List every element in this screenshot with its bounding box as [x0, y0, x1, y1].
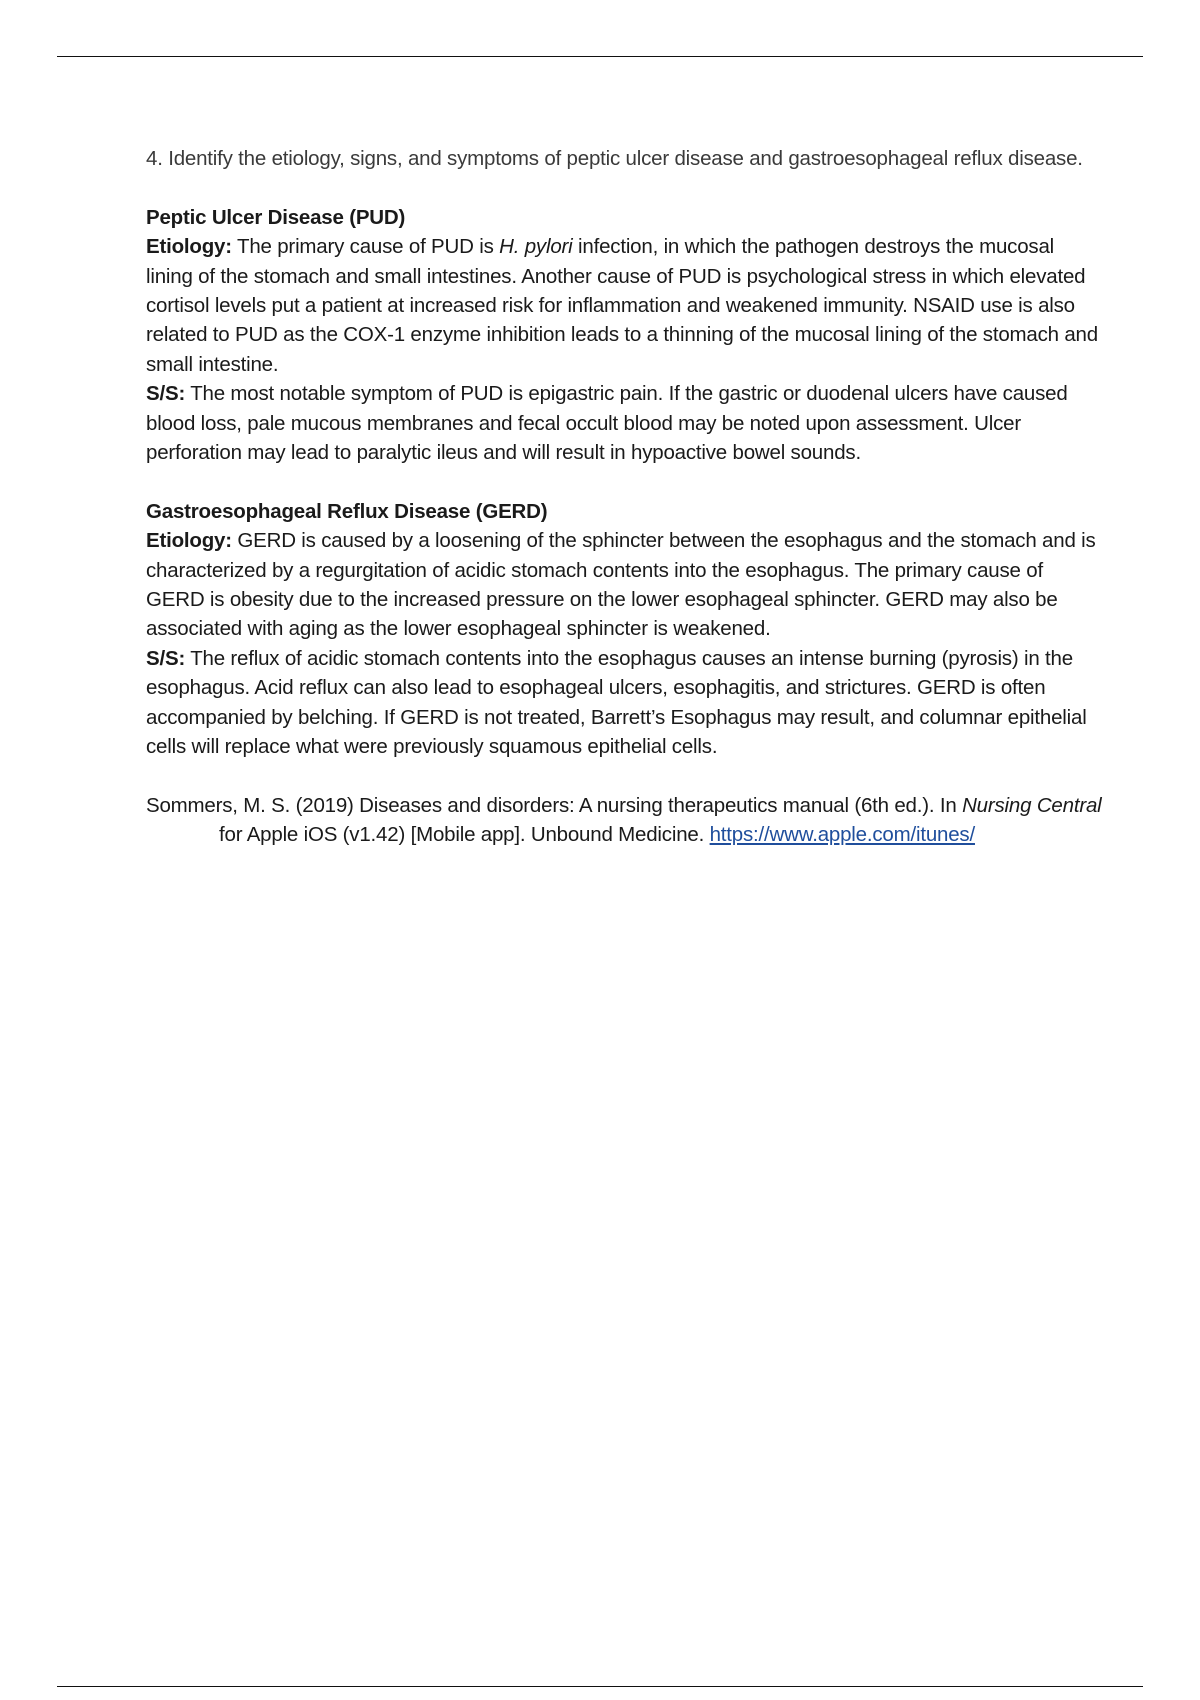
pud-etiology-paragraph	[146, 232, 1106, 379]
header-rule	[57, 56, 1143, 57]
pud-etiology-text-1: The primary cause of PUD is	[231, 235, 500, 259]
pud-etiology-text-2: infection, in which the pathogen destroys the mucosal lining of the stomach and small intestines. Another cause of PUD is psychological stress in which elevated cortisol levels put a patient at increased risk for inflammation and weakened immunity. NSAID use is also related to PUD as the COX-1 enzyme inhibition leads to a thinning of the mucosal lining of the stomach and small intestine.	[146, 235, 1098, 376]
spacer	[146, 173, 1106, 202]
footer-rule	[57, 1686, 1143, 1687]
reference-italic: Nursing Central	[962, 793, 1102, 817]
reference-link[interactable]: https://www.apple.com/itunes/	[709, 823, 975, 847]
spacer	[146, 762, 1106, 791]
pud-heading: Peptic Ulcer Disease (PUD)	[146, 205, 406, 229]
pud-ss-label: S/S:	[146, 382, 186, 406]
gerd-etiology-text: GERD is caused by a loosening of the sphincter between the esophagus and the stomach and is characterized by a regurgitation of acidic stomach contents into the esophagus. The primary cause of GERD is obesity due to the increased pressure on the lower esophageal sphincter. GERD may also be associated with aging as the lower esophageal sphincter is weakened.	[146, 529, 1096, 641]
pud-ss-paragraph	[146, 379, 1106, 467]
gerd-ss-label: S/S:	[146, 646, 186, 670]
pud-etiology-italic: H. pylori	[499, 235, 573, 259]
reference-text-2: for Apple iOS (v1.42) [Mobile app]. Unbound Medicine.	[219, 823, 710, 847]
reference-citation	[146, 791, 1106, 850]
document-body	[146, 144, 1106, 850]
spacer	[146, 467, 1106, 496]
gerd-ss-paragraph	[146, 644, 1106, 762]
pud-ss-text: The most notable symptom of PUD is epigastric pain. If the gastric or duodenal ulcers have caused blood loss, pale mucous membranes and fecal occult blood may be noted upon assessment. Ulcer perforation may lead to paralytic ileus and will result in hypoactive bowel sounds.	[146, 382, 1068, 465]
gerd-heading: Gastroesophageal Reflux Disease (GERD)	[146, 499, 548, 523]
pud-etiology-label: Etiology:	[146, 235, 232, 259]
gerd-etiology-label: Etiology:	[146, 529, 232, 553]
reference-text-1: Sommers, M. S. (2019) Diseases and disorders: A nursing therapeutics manual (6th ed.). In	[146, 793, 963, 817]
gerd-ss-text: The reflux of acidic stomach contents into the esophagus causes an intense burning (pyrosis) in the esophagus. Acid reflux can also lead to esophageal ulcers, esophagitis, and strictures. GERD is often accompanied by belching. If GERD is not treated, Barrett’s Esophagus may result, and columnar epithelial cells will replace what were previously squamous epithelial cells.	[146, 646, 1087, 759]
gerd-etiology-paragraph	[146, 526, 1106, 644]
question-text: 4. Identify the etiology, signs, and symptoms of peptic ulcer disease and gastroesophageal reflux disease.	[146, 147, 1083, 170]
